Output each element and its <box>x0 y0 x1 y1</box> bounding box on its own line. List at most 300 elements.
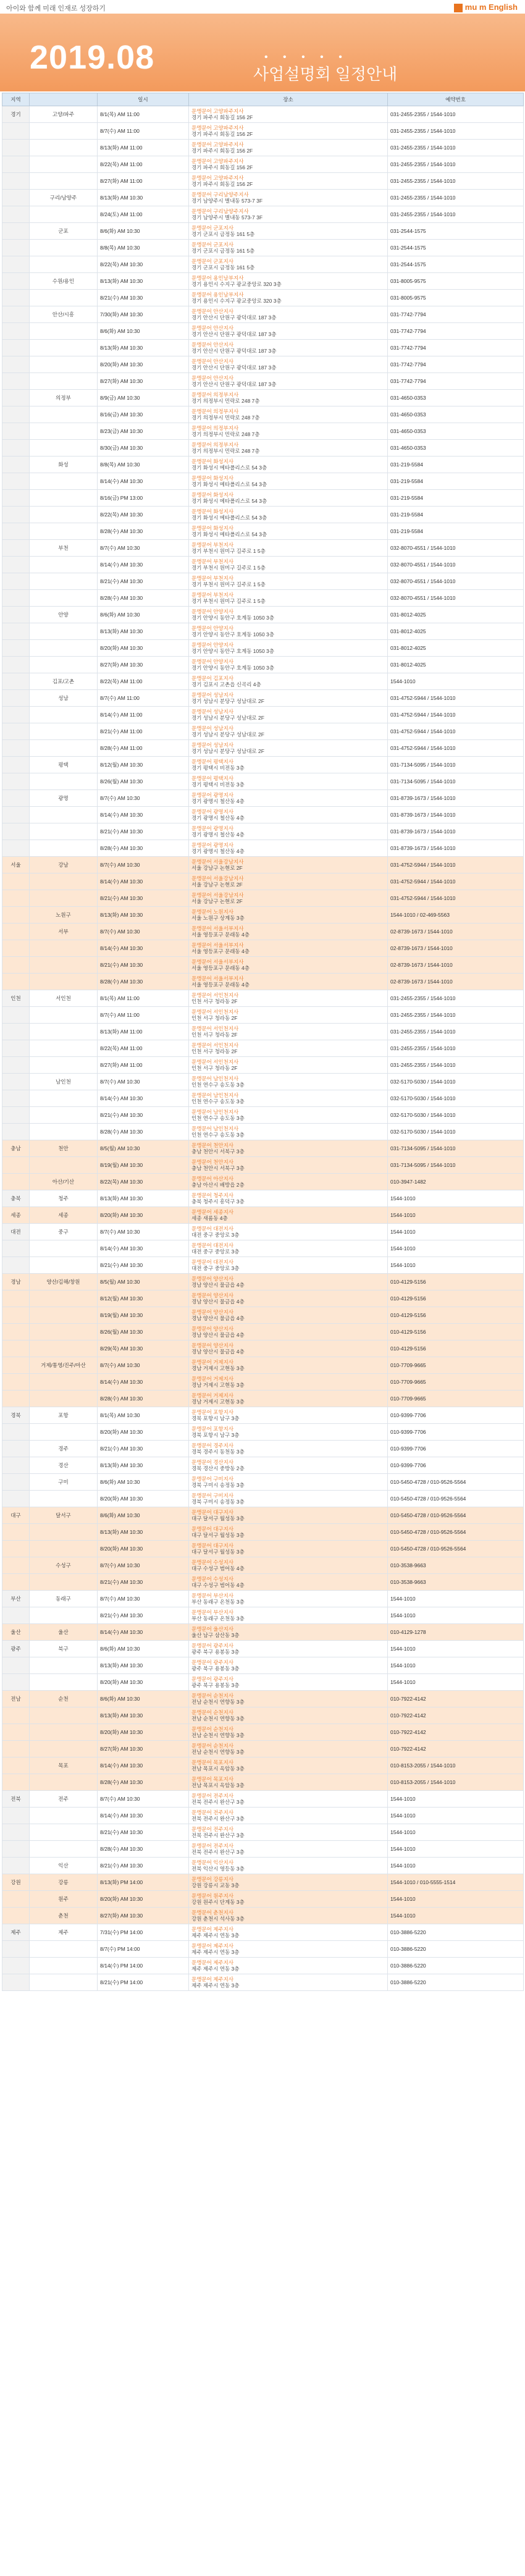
place-address: 서울 영등포구 문래동 4층 <box>191 948 250 954</box>
table-row <box>2 1341 524 1357</box>
table-row <box>2 1841 524 1858</box>
table-row <box>2 540 524 557</box>
cell-region: 인천 <box>2 990 30 1007</box>
place-name: 문앵문어 성남지사 <box>191 709 234 715</box>
cell-phone: 031-2455-2355 / 1544-1010 <box>388 173 524 190</box>
cell-date: 8/13(화) AM 11:00 <box>98 1024 189 1040</box>
cell-place <box>189 1691 388 1707</box>
place-name: 문앵문어 순천지사 <box>191 1726 234 1732</box>
cell-place <box>189 106 388 123</box>
cell-phone: 031-7742-7794 <box>388 306 524 323</box>
cell-phone: 031-8739-1673 / 1544-1010 <box>388 790 524 807</box>
cell-phone: 010-7922-4142 <box>388 1707 524 1724</box>
cell-phone: 010-3886-5220 <box>388 1974 524 1991</box>
cell-region <box>2 807 30 823</box>
cell-region <box>2 1374 30 1391</box>
table-row <box>2 206 524 223</box>
cell-area <box>30 356 98 373</box>
cell-date: 8/14(수) AM 10:30 <box>98 1240 189 1257</box>
place-address: 경기 용인시 수지구 광교중앙로 320 3층 <box>191 298 282 304</box>
cell-place <box>189 440 388 457</box>
cell-place <box>189 273 388 290</box>
cell-area: 익산 <box>30 1858 98 1874</box>
place-address: 부산 동래구 온천동 3층 <box>191 1615 245 1622</box>
cell-phone: 031-7742-7794 <box>388 340 524 356</box>
cell-area: 울산 <box>30 1624 98 1641</box>
cell-area: 포항 <box>30 1407 98 1424</box>
place-address: 경기 화성시 메타폴리스로 54 3층 <box>191 515 267 521</box>
place-address: 울산 남구 삼산동 3층 <box>191 1632 240 1638</box>
cell-region <box>2 1007 30 1024</box>
cell-region: 강원 <box>2 1874 30 1891</box>
cell-place <box>189 1491 388 1507</box>
cell-place <box>189 1457 388 1474</box>
place-address: 경기 부천시 원미구 길주로 1 5층 <box>191 565 266 571</box>
place-address: 경남 양산시 물금읍 4층 <box>191 1332 245 1338</box>
cell-area <box>30 1774 98 1791</box>
cell-place <box>189 873 388 890</box>
place-name: 문앵문어 순천지사 <box>191 1693 234 1699</box>
place-address: 경남 양산시 물금읍 4층 <box>191 1349 245 1355</box>
place-name: 문앵문어 청주지사 <box>191 1192 234 1198</box>
cell-date: 8/26(월) AM 10:30 <box>98 1324 189 1341</box>
cell-date: 8/8(목) AM 10:30 <box>98 457 189 473</box>
cell-place <box>189 857 388 873</box>
cell-date: 8/27(화) AM 11:00 <box>98 173 189 190</box>
cell-area <box>30 1674 98 1691</box>
cell-area <box>30 1707 98 1724</box>
cell-phone: 010-3886-5220 <box>388 1941 524 1958</box>
table-row <box>2 1040 524 1057</box>
cell-region <box>2 1057 30 1074</box>
cell-phone: 031-7742-7794 <box>388 323 524 340</box>
table-row <box>2 940 524 957</box>
cell-phone: 032-8070-4551 / 1544-1010 <box>388 557 524 573</box>
place-address: 충남 천안시 서북구 3층 <box>191 1165 245 1171</box>
cell-region <box>2 623 30 640</box>
place-address: 광주 북구 용봉동 3층 <box>191 1682 240 1688</box>
place-name: 문앵문어 대전지사 <box>191 1242 234 1248</box>
cell-date: 8/13(화) PM 14:00 <box>98 1874 189 1891</box>
place-address: 경남 거제시 고현동 3층 <box>191 1382 245 1388</box>
cell-date: 8/28(수) AM 10:30 <box>98 1774 189 1791</box>
cell-date: 8/7(수) AM 10:30 <box>98 1591 189 1607</box>
cell-place <box>189 1441 388 1457</box>
table-row <box>2 406 524 423</box>
cell-area <box>30 940 98 957</box>
cell-region <box>2 440 30 457</box>
table-row <box>2 1474 524 1491</box>
cell-phone: 1544-1010 <box>388 1674 524 1691</box>
place-address: 대구 수성구 범어동 4층 <box>191 1582 245 1588</box>
cell-region <box>2 1607 30 1624</box>
place-name: 문앵문어 서울강남지사 <box>191 875 244 882</box>
cell-date: 8/22(목) AM 11:00 <box>98 673 189 690</box>
cell-region: 세종 <box>2 1207 30 1224</box>
place-address: 경북 포항시 남구 3층 <box>191 1415 240 1421</box>
place-name: 문앵문어 성남지사 <box>191 725 234 731</box>
place-address: 대전 중구 중앙로 3층 <box>191 1248 240 1255</box>
place-address: 경기 안양시 동안구 호계동 1050 3층 <box>191 648 274 654</box>
cell-date: 8/7(수) AM 10:30 <box>98 857 189 873</box>
cell-region <box>2 790 30 807</box>
place-name: 문앵문어 익산지사 <box>191 1859 234 1866</box>
place-address: 전남 순천시 연향동 3층 <box>191 1732 245 1738</box>
cell-phone: 010-4129-1278 <box>388 1624 524 1641</box>
place-address: 경기 부천시 원미구 길주로 1 5층 <box>191 581 266 587</box>
cell-date: 8/23(금) AM 10:30 <box>98 423 189 440</box>
table-row <box>2 1624 524 1641</box>
cell-area <box>30 490 98 507</box>
cell-area <box>30 290 98 306</box>
cell-date: 8/29(목) AM 10:30 <box>98 1341 189 1357</box>
cell-region <box>2 156 30 173</box>
cell-phone: 1544-1010 <box>388 1891 524 1908</box>
cell-phone: 010-7709-9665 <box>388 1357 524 1374</box>
cell-phone: 1544-1010 <box>388 1841 524 1858</box>
cell-date: 8/12(월) AM 10:30 <box>98 1290 189 1307</box>
cell-region <box>2 940 30 957</box>
place-name: 문앵문어 용인남부지사 <box>191 292 244 298</box>
place-name: 문앵문어 서인천지사 <box>191 992 239 998</box>
cell-area <box>30 707 98 723</box>
place-name: 문앵문어 화성지사 <box>191 525 234 531</box>
cell-phone: 010-7922-4142 <box>388 1741 524 1757</box>
cell-date: 7/30(화) AM 10:30 <box>98 306 189 323</box>
cell-region <box>2 306 30 323</box>
cell-phone: 031-219-5584 <box>388 473 524 490</box>
cell-region <box>2 873 30 890</box>
cell-place <box>189 1174 388 1190</box>
table-row <box>2 340 524 356</box>
cell-date: 8/6(화) AM 10:30 <box>98 223 189 240</box>
page-header <box>0 0 525 91</box>
cell-area: 목포 <box>30 1757 98 1774</box>
cell-region: 울산 <box>2 1624 30 1641</box>
cell-place <box>189 623 388 640</box>
cell-area: 수원/용인 <box>30 273 98 290</box>
cell-date: 8/22(목) AM 10:30 <box>98 1174 189 1190</box>
cell-date: 8/13(화) AM 10:30 <box>98 273 189 290</box>
place-name: 문앵문어 용인남부지사 <box>191 275 244 281</box>
place-address: 전북 전주시 완산구 3층 <box>191 1832 245 1838</box>
place-address: 인천 서구 청라동 2F <box>191 1065 238 1071</box>
cell-phone: 1544-1010 / 010-5555-1514 <box>388 1874 524 1891</box>
cell-date: 8/20(화) AM 10:30 <box>98 356 189 373</box>
place-address: 경기 용인시 수지구 광교중앙로 320 3층 <box>191 281 282 287</box>
cell-place <box>189 1674 388 1691</box>
cell-region: 충북 <box>2 1190 30 1207</box>
cell-phone: 1544-1010 <box>388 1858 524 1874</box>
cell-region <box>2 1891 30 1908</box>
cell-phone: 031-2544-1575 <box>388 223 524 240</box>
cell-place <box>189 1824 388 1841</box>
cell-phone: 031-7134-5095 / 1544-1010 <box>388 1140 524 1157</box>
table-row <box>2 1591 524 1607</box>
place-name: 문앵문어 서울서부지사 <box>191 942 244 948</box>
cell-phone: 1544-1010 <box>388 1607 524 1624</box>
place-address: 인천 서구 청라동 2F <box>191 1048 238 1054</box>
cell-area <box>30 1290 98 1307</box>
table-row <box>2 1307 524 1324</box>
cell-date: 8/13(화) AM 10:30 <box>98 1524 189 1541</box>
place-address: 전남 순천시 연향동 3층 <box>191 1715 245 1722</box>
table-row <box>2 1924 524 1941</box>
place-address: 전북 전주시 완산구 3층 <box>191 1799 245 1805</box>
cell-region: 전남 <box>2 1691 30 1707</box>
cell-date: 8/28(수) AM 10:30 <box>98 590 189 607</box>
cell-place <box>189 1007 388 1024</box>
table-row <box>2 1057 524 1074</box>
cell-date: 8/7(수) AM 10:30 <box>98 1791 189 1808</box>
cell-place <box>189 1257 388 1274</box>
cell-area <box>30 1824 98 1841</box>
place-address: 경기 성남시 분당구 성남대로 2F <box>191 698 264 704</box>
cell-region: 전북 <box>2 1791 30 1808</box>
place-name: 문앵문어 광주지사 <box>191 1643 234 1649</box>
cell-phone: 031-219-5584 <box>388 457 524 473</box>
place-name: 문앵문어 평택지사 <box>191 759 234 765</box>
cell-phone: 1544-1010 / 02-469-5563 <box>388 907 524 924</box>
cell-area: 강남 <box>30 857 98 873</box>
table-row <box>2 1908 524 1924</box>
table-row <box>2 1157 524 1174</box>
table-row <box>2 657 524 673</box>
cell-region: 경북 <box>2 1407 30 1424</box>
cell-area <box>30 1424 98 1441</box>
place-address: 경기 남양주시 별내동 573-7 3F <box>191 198 263 204</box>
cell-area: 화성 <box>30 457 98 473</box>
place-name: 문앵문어 의정부지사 <box>191 408 239 415</box>
cell-place <box>189 223 388 240</box>
table-row <box>2 190 524 206</box>
cell-phone: 031-7134-5095 / 1544-1010 <box>388 773 524 790</box>
cell-region <box>2 1124 30 1140</box>
cell-phone: 1544-1010 <box>388 1190 524 1207</box>
place-address: 전남 목포시 옥암동 3층 <box>191 1766 245 1772</box>
cell-region <box>2 490 30 507</box>
cell-date: 8/14(수) AM 10:30 <box>98 873 189 890</box>
cell-region <box>2 657 30 673</box>
cell-area <box>30 640 98 657</box>
cell-area <box>30 840 98 857</box>
cell-phone: 010-3538-9663 <box>388 1557 524 1574</box>
cell-region <box>2 356 30 373</box>
table-row <box>2 523 524 540</box>
place-name: 문앵문어 고양파주지사 <box>191 108 244 114</box>
cell-phone: 02-8739-1673 / 1544-1010 <box>388 957 524 974</box>
cell-date: 8/20(화) AM 10:30 <box>98 640 189 657</box>
cell-date: 8/1(목) AM 11:00 <box>98 990 189 1007</box>
cell-region <box>2 907 30 924</box>
cell-area: 안양 <box>30 607 98 623</box>
cell-area: 중구 <box>30 1224 98 1240</box>
cell-region <box>2 1257 30 1274</box>
title-year-month: 2019.08 <box>30 39 155 76</box>
place-address: 경기 군포시 금정동 161 5층 <box>191 264 255 271</box>
cell-region <box>2 1424 30 1441</box>
cell-place <box>189 823 388 840</box>
cell-phone: 010-5450-4728 / 010-9526-5564 <box>388 1474 524 1491</box>
place-address: 경북 포항시 남구 3층 <box>191 1432 240 1438</box>
place-name: 문앵문어 고양파주지사 <box>191 175 244 181</box>
cell-area <box>30 974 98 990</box>
cell-date: 8/14(수) AM 10:30 <box>98 1757 189 1774</box>
cell-area: 의정부 <box>30 390 98 406</box>
table-row <box>2 473 524 490</box>
cell-area: 노원구 <box>30 907 98 924</box>
cell-place <box>189 356 388 373</box>
cell-area: 서인천 <box>30 990 98 1007</box>
cell-place <box>189 523 388 540</box>
cell-date: 8/13(화) AM 10:30 <box>98 190 189 206</box>
cell-place <box>189 740 388 757</box>
table-row <box>2 1641 524 1657</box>
cell-date: 8/14(수) AM 10:30 <box>98 1808 189 1824</box>
cell-place <box>189 1841 388 1858</box>
table-row <box>2 1691 524 1707</box>
table-row <box>2 873 524 890</box>
cell-place <box>189 1741 388 1757</box>
cell-place <box>189 573 388 590</box>
place-address: 경기 부천시 원미구 길주로 1 5층 <box>191 548 266 554</box>
cell-area <box>30 256 98 273</box>
cell-area: 서부 <box>30 924 98 940</box>
place-address: 인천 서구 청라동 2F <box>191 998 238 1004</box>
cell-region <box>2 240 30 256</box>
place-address: 경기 화성시 메타폴리스로 54 3층 <box>191 481 267 487</box>
place-name: 문앵문어 의정부지사 <box>191 442 239 448</box>
cell-area <box>30 723 98 740</box>
cell-phone: 031-8005-9575 <box>388 273 524 290</box>
cell-phone: 1544-1010 <box>388 1657 524 1674</box>
cell-area <box>30 1541 98 1557</box>
place-name: 문앵문어 남인천지사 <box>191 1109 239 1115</box>
table-row <box>2 1424 524 1441</box>
table-row <box>2 807 524 823</box>
cell-area: 순천 <box>30 1691 98 1707</box>
table-row <box>2 223 524 240</box>
place-address: 대구 달서구 월성동 3층 <box>191 1532 245 1538</box>
place-address: 경기 성남시 분당구 성남대로 2F <box>191 715 264 721</box>
cell-date: 8/21(수) AM 10:30 <box>98 957 189 974</box>
cell-region: 제주 <box>2 1924 30 1941</box>
cell-place <box>189 457 388 473</box>
cell-region <box>2 1724 30 1741</box>
cell-phone: 010-3947-1482 <box>388 1174 524 1190</box>
schedule-body <box>2 106 524 1991</box>
brand-logo <box>454 2 518 12</box>
place-name: 문앵문어 서인천지사 <box>191 1009 239 1015</box>
place-address: 인천 연수구 송도동 3층 <box>191 1132 245 1138</box>
cell-phone: 010-4129-5156 <box>388 1341 524 1357</box>
cell-date: 8/13(화) AM 10:30 <box>98 340 189 356</box>
place-name: 문앵문어 제주지사 <box>191 1976 234 1982</box>
place-address: 경기 파주시 회동길 156 2F <box>191 114 253 120</box>
cell-date: 8/28(수) AM 10:30 <box>98 840 189 857</box>
cell-region <box>2 1707 30 1724</box>
cell-place <box>189 840 388 857</box>
cell-phone: 031-8012-4025 <box>388 657 524 673</box>
cell-region <box>2 123 30 140</box>
table-row <box>2 140 524 156</box>
place-name: 문앵문어 노원지사 <box>191 909 234 915</box>
cell-date: 8/20(화) AM 10:30 <box>98 1207 189 1224</box>
place-address: 제주 제주시 연동 3층 <box>191 1932 240 1938</box>
cell-date: 8/7(수) PM 14:00 <box>98 1941 189 1958</box>
cell-place <box>189 190 388 206</box>
cell-area: 구리/남양주 <box>30 190 98 206</box>
table-row <box>2 1491 524 1507</box>
cell-place <box>189 1424 388 1441</box>
place-name: 문앵문어 양산지사 <box>191 1342 234 1349</box>
cell-date: 8/6(화) AM 10:30 <box>98 607 189 623</box>
cell-date: 8/27(화) AM 10:30 <box>98 373 189 390</box>
place-address: 경남 양산시 물금읍 4층 <box>191 1315 245 1321</box>
cell-date: 8/7(수) AM 11:00 <box>98 123 189 140</box>
cell-date: 8/13(화) AM 10:30 <box>98 623 189 640</box>
cell-date: 8/27(화) AM 11:00 <box>98 1057 189 1074</box>
cell-area <box>30 323 98 340</box>
cell-area <box>30 140 98 156</box>
cell-date: 8/28(수) AM 10:30 <box>98 1391 189 1407</box>
cell-date: 8/9(금) AM 10:30 <box>98 390 189 406</box>
table-row <box>2 673 524 690</box>
table-row <box>2 1274 524 1290</box>
table-row <box>2 1774 524 1791</box>
cell-area <box>30 1958 98 1974</box>
table-row <box>2 256 524 273</box>
cell-date: 8/21(수) AM 10:30 <box>98 1257 189 1274</box>
place-name: 문앵문어 포항지사 <box>191 1409 234 1415</box>
cell-region <box>2 1491 30 1507</box>
cell-region <box>2 1774 30 1791</box>
cell-area <box>30 1090 98 1107</box>
cell-place <box>189 240 388 256</box>
cell-place <box>189 1024 388 1040</box>
cell-date: 8/6(화) AM 10:30 <box>98 1507 189 1524</box>
cell-region <box>2 590 30 607</box>
cell-phone: 1544-1010 <box>388 1224 524 1240</box>
place-address: 제주 제주시 연동 3층 <box>191 1982 240 1989</box>
cell-area <box>30 340 98 356</box>
table-row <box>2 924 524 940</box>
cell-region <box>2 290 30 306</box>
table-row <box>2 1224 524 1240</box>
place-address: 경기 파주시 회동길 156 2F <box>191 148 253 154</box>
cell-region <box>2 1574 30 1591</box>
table-row <box>2 1958 524 1974</box>
cell-region <box>2 323 30 340</box>
cell-region <box>2 1741 30 1757</box>
cell-date: 8/21(수) AM 10:30 <box>98 1607 189 1624</box>
cell-phone: 031-2455-2355 / 1544-1010 <box>388 990 524 1007</box>
place-name: 문앵문어 거제지사 <box>191 1376 234 1382</box>
cell-phone: 010-9399-7706 <box>388 1407 524 1424</box>
cell-place <box>189 1858 388 1874</box>
table-row <box>2 1090 524 1107</box>
place-name: 문앵문어 서울서부지사 <box>191 975 244 982</box>
table-row <box>2 1107 524 1124</box>
cell-area: 광명 <box>30 790 98 807</box>
table-row <box>2 1391 524 1407</box>
cell-area: 제주 <box>30 1924 98 1941</box>
cell-phone: 031-2544-1575 <box>388 256 524 273</box>
cell-place <box>189 1524 388 1541</box>
cell-date: 8/21(수) AM 10:30 <box>98 1107 189 1124</box>
table-row <box>2 890 524 907</box>
place-name: 문앵문어 원주지사 <box>191 1893 234 1899</box>
